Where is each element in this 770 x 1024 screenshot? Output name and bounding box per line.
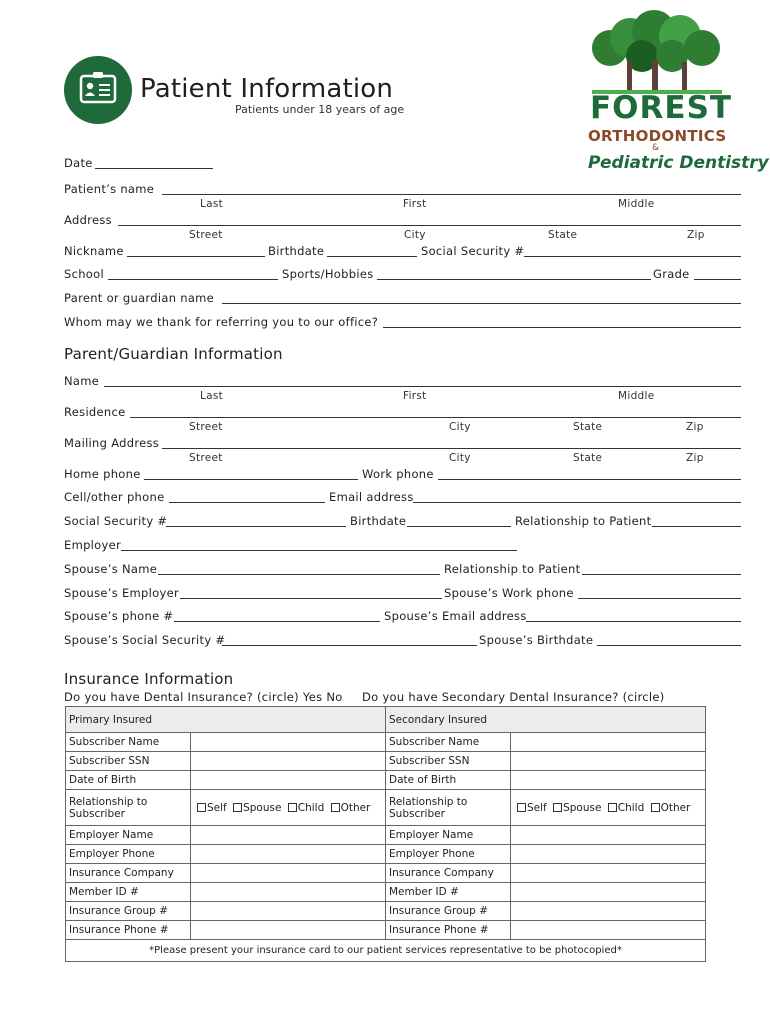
row-label: Employer Phone (386, 845, 511, 864)
row-label: Relationship to Subscriber (386, 790, 511, 826)
mailing-label: Mailing Address (64, 436, 160, 450)
logo-amp: & (652, 143, 660, 153)
residence-label: Residence (64, 405, 126, 419)
self-checkbox[interactable] (197, 803, 206, 812)
sports-field[interactable] (377, 279, 651, 280)
table-row (66, 733, 706, 752)
primary-dob-cell[interactable] (191, 771, 386, 790)
spouse-checkbox[interactable] (553, 803, 562, 812)
row-label: Subscriber Name (386, 733, 511, 752)
row-label: Subscriber SSN (66, 752, 191, 771)
spouse-option-label: Spouse (243, 801, 282, 814)
child-checkbox[interactable] (608, 803, 617, 812)
table-row (66, 864, 706, 883)
spouse-relationship-field[interactable] (582, 574, 741, 575)
spouse-checkbox[interactable] (233, 803, 242, 812)
patient-name-field[interactable] (162, 194, 741, 195)
row-label: Insurance Company (386, 864, 511, 883)
primary-insurance-group-cell[interactable] (191, 902, 386, 921)
row-label: Insurance Phone # (386, 921, 511, 940)
ssn-label: Social Security # (421, 244, 525, 258)
logo-pediatric: Pediatric Dentistry (588, 153, 769, 173)
work-phone-field[interactable] (438, 479, 741, 480)
grade-label: Grade (653, 267, 690, 281)
address-street-label: Street (189, 229, 223, 241)
child-checkbox[interactable] (288, 803, 297, 812)
nickname-label: Nickname (64, 244, 124, 258)
table-row (66, 826, 706, 845)
guardian-name-field[interactable] (104, 386, 741, 387)
spouse-email-field[interactable] (526, 621, 741, 622)
primary-insured-header: Primary Insured (66, 707, 386, 733)
guardian-last-label: Last (200, 390, 224, 402)
email-label: Email address (329, 490, 414, 504)
guardian-name-label: Name (64, 374, 100, 388)
residence-state-label: State (573, 421, 603, 433)
table-row (66, 921, 706, 940)
spouse-relationship-label: Relationship to Patient (444, 562, 581, 576)
spouse-employer-label: Spouse’s Employer (64, 586, 180, 600)
residence-street-label: Street (189, 421, 223, 433)
row-label: Relationship to Subscriber (66, 790, 191, 826)
primary-insurance-company-cell[interactable] (191, 864, 386, 883)
insurance-table (65, 706, 706, 962)
secondary-dob-cell[interactable] (511, 771, 706, 790)
child-option-label: Child (617, 801, 645, 814)
birthdate-field[interactable] (327, 256, 417, 257)
residence-city-label: City (449, 421, 471, 433)
table-row (66, 771, 706, 790)
sports-label: Sports/Hobbies (282, 267, 374, 281)
secondary-subscriber-ssn-cell[interactable] (511, 752, 706, 771)
other-checkbox[interactable] (331, 803, 340, 812)
trees-icon (582, 10, 732, 98)
employer-field[interactable] (121, 550, 517, 551)
spouse-birthdate-label: Spouse’s Birthdate (479, 633, 594, 647)
table-row (66, 752, 706, 771)
logo-forest: FOREST (590, 90, 733, 126)
spouse-work-phone-field[interactable] (578, 598, 741, 599)
primary-employer-name-cell[interactable] (191, 826, 386, 845)
cell-phone-label: Cell/other phone (64, 490, 165, 504)
child-option-label: Child (297, 801, 325, 814)
other-checkbox[interactable] (651, 803, 660, 812)
row-label: Employer Name (386, 826, 511, 845)
self-option-label: Self (207, 801, 227, 814)
parent-label: Parent or guardian name (64, 291, 215, 305)
patient-name-label: Patient’s name (64, 182, 155, 196)
self-option-label: Self (527, 801, 547, 814)
table-row (66, 883, 706, 902)
address-label: Address (64, 213, 112, 227)
home-phone-label: Home phone (64, 467, 141, 481)
row-label: Insurance Group # (66, 902, 191, 921)
school-field[interactable] (108, 279, 278, 280)
primary-relationship-options (191, 790, 386, 826)
address-zip-label: Zip (687, 229, 705, 241)
primary-subscriber-name-cell[interactable] (191, 733, 386, 752)
row-label: Insurance Group # (386, 902, 511, 921)
other-option-label: Other (340, 801, 371, 814)
insurance-card-note: *Please present your insurance card to our patient services representative to be photocopied* (66, 940, 706, 962)
guardian-heading: Parent/Guardian Information (64, 345, 283, 363)
row-label: Member ID # (66, 883, 191, 902)
primary-insurance-phone-cell[interactable] (191, 921, 386, 940)
birthdate-label: Birthdate (268, 244, 325, 258)
secondary-insurance-question: Do you have Secondary Dental Insurance? (circle) (362, 690, 665, 704)
guardian-first-label: First (403, 390, 427, 402)
mailing-city-label: City (449, 452, 471, 464)
patient-middle-label: Middle (618, 198, 655, 210)
table-row (66, 902, 706, 921)
row-label: Date of Birth (386, 771, 511, 790)
guardian-birthdate-field[interactable] (407, 526, 511, 527)
school-label: School (64, 267, 104, 281)
page-subtitle: Patients under 18 years of age (235, 103, 405, 116)
employer-label: Employer (64, 538, 122, 552)
guardian-ssn-field[interactable] (166, 526, 346, 527)
address-city-label: City (404, 229, 426, 241)
primary-employer-phone-cell[interactable] (191, 845, 386, 864)
mailing-state-label: State (573, 452, 603, 464)
page-title: Patient Information (140, 74, 394, 104)
primary-subscriber-ssn-cell[interactable] (191, 752, 386, 771)
cell-phone-field[interactable] (169, 502, 325, 503)
logo-orthodontics: ORTHODONTICS (588, 127, 727, 145)
secondary-employer-phone-cell[interactable] (511, 845, 706, 864)
referral-label: Whom may we thank for referring you to our office? (64, 315, 379, 329)
insurance-heading: Insurance Information (64, 670, 234, 688)
primary-member-id-cell[interactable] (191, 883, 386, 902)
secondary-relationship-options (511, 790, 706, 826)
patient-last-label: Last (200, 198, 224, 210)
row-label: Employer Name (66, 826, 191, 845)
nickname-field[interactable] (127, 256, 265, 257)
grade-field[interactable] (694, 279, 741, 280)
residence-zip-label: Zip (686, 421, 704, 433)
secondary-member-id-cell[interactable] (511, 883, 706, 902)
date-field[interactable] (95, 168, 213, 169)
spouse-phone-label: Spouse’s phone # (64, 609, 174, 623)
id-card-icon (64, 56, 132, 124)
home-phone-field[interactable] (144, 479, 358, 480)
id-card-icon-badge (64, 56, 132, 124)
forest-orthodontics-logo (582, 10, 769, 180)
table-row (66, 940, 706, 962)
row-label: Employer Phone (66, 845, 191, 864)
referral-field[interactable] (383, 327, 741, 328)
spouse-ssn-label: Spouse’s Social Security # (64, 633, 226, 647)
guardian-ssn-label: Social Security # (64, 514, 168, 528)
email-field[interactable] (413, 502, 741, 503)
spouse-work-phone-label: Spouse’s Work phone (444, 586, 574, 600)
address-field[interactable] (118, 225, 741, 226)
spouse-phone-field[interactable] (174, 621, 380, 622)
row-label: Member ID # (386, 883, 511, 902)
guardian-relationship-label: Relationship to Patient (515, 514, 652, 528)
patient-first-label: First (403, 198, 427, 210)
mailing-field[interactable] (162, 448, 741, 449)
mailing-street-label: Street (189, 452, 223, 464)
dental-insurance-question: Do you have Dental Insurance? (circle) Yes No (64, 690, 343, 704)
row-label: Date of Birth (66, 771, 191, 790)
secondary-insurance-phone-cell[interactable] (511, 921, 706, 940)
spouse-email-label: Spouse’s Email address (384, 609, 527, 623)
spouse-option-label: Spouse (563, 801, 602, 814)
table-row (66, 707, 706, 733)
secondary-insurance-company-cell[interactable] (511, 864, 706, 883)
secondary-employer-name-cell[interactable] (511, 826, 706, 845)
row-label: Subscriber SSN (386, 752, 511, 771)
spouse-employer-field[interactable] (180, 598, 442, 599)
residence-field[interactable] (130, 417, 741, 418)
row-label: Insurance Company (66, 864, 191, 883)
spouse-name-label: Spouse’s Name (64, 562, 158, 576)
ssn-field[interactable] (524, 256, 741, 257)
guardian-middle-label: Middle (618, 390, 655, 402)
row-label: Subscriber Name (66, 733, 191, 752)
self-checkbox[interactable] (517, 803, 526, 812)
secondary-insurance-group-cell[interactable] (511, 902, 706, 921)
table-row (66, 790, 706, 826)
work-phone-label: Work phone (362, 467, 434, 481)
row-label: Insurance Phone # (66, 921, 191, 940)
mailing-zip-label: Zip (686, 452, 704, 464)
address-state-label: State (548, 229, 578, 241)
date-label: Date (64, 156, 93, 170)
secondary-subscriber-name-cell[interactable] (511, 733, 706, 752)
guardian-relationship-field[interactable] (652, 526, 741, 527)
spouse-name-field[interactable] (158, 574, 440, 575)
spouse-birthdate-field[interactable] (597, 645, 741, 646)
table-row (66, 845, 706, 864)
other-option-label: Other (660, 801, 691, 814)
spouse-ssn-field[interactable] (222, 645, 477, 646)
parent-field[interactable] (222, 303, 741, 304)
secondary-insured-header: Secondary Insured (386, 707, 706, 733)
guardian-birthdate-label: Birthdate (350, 514, 407, 528)
